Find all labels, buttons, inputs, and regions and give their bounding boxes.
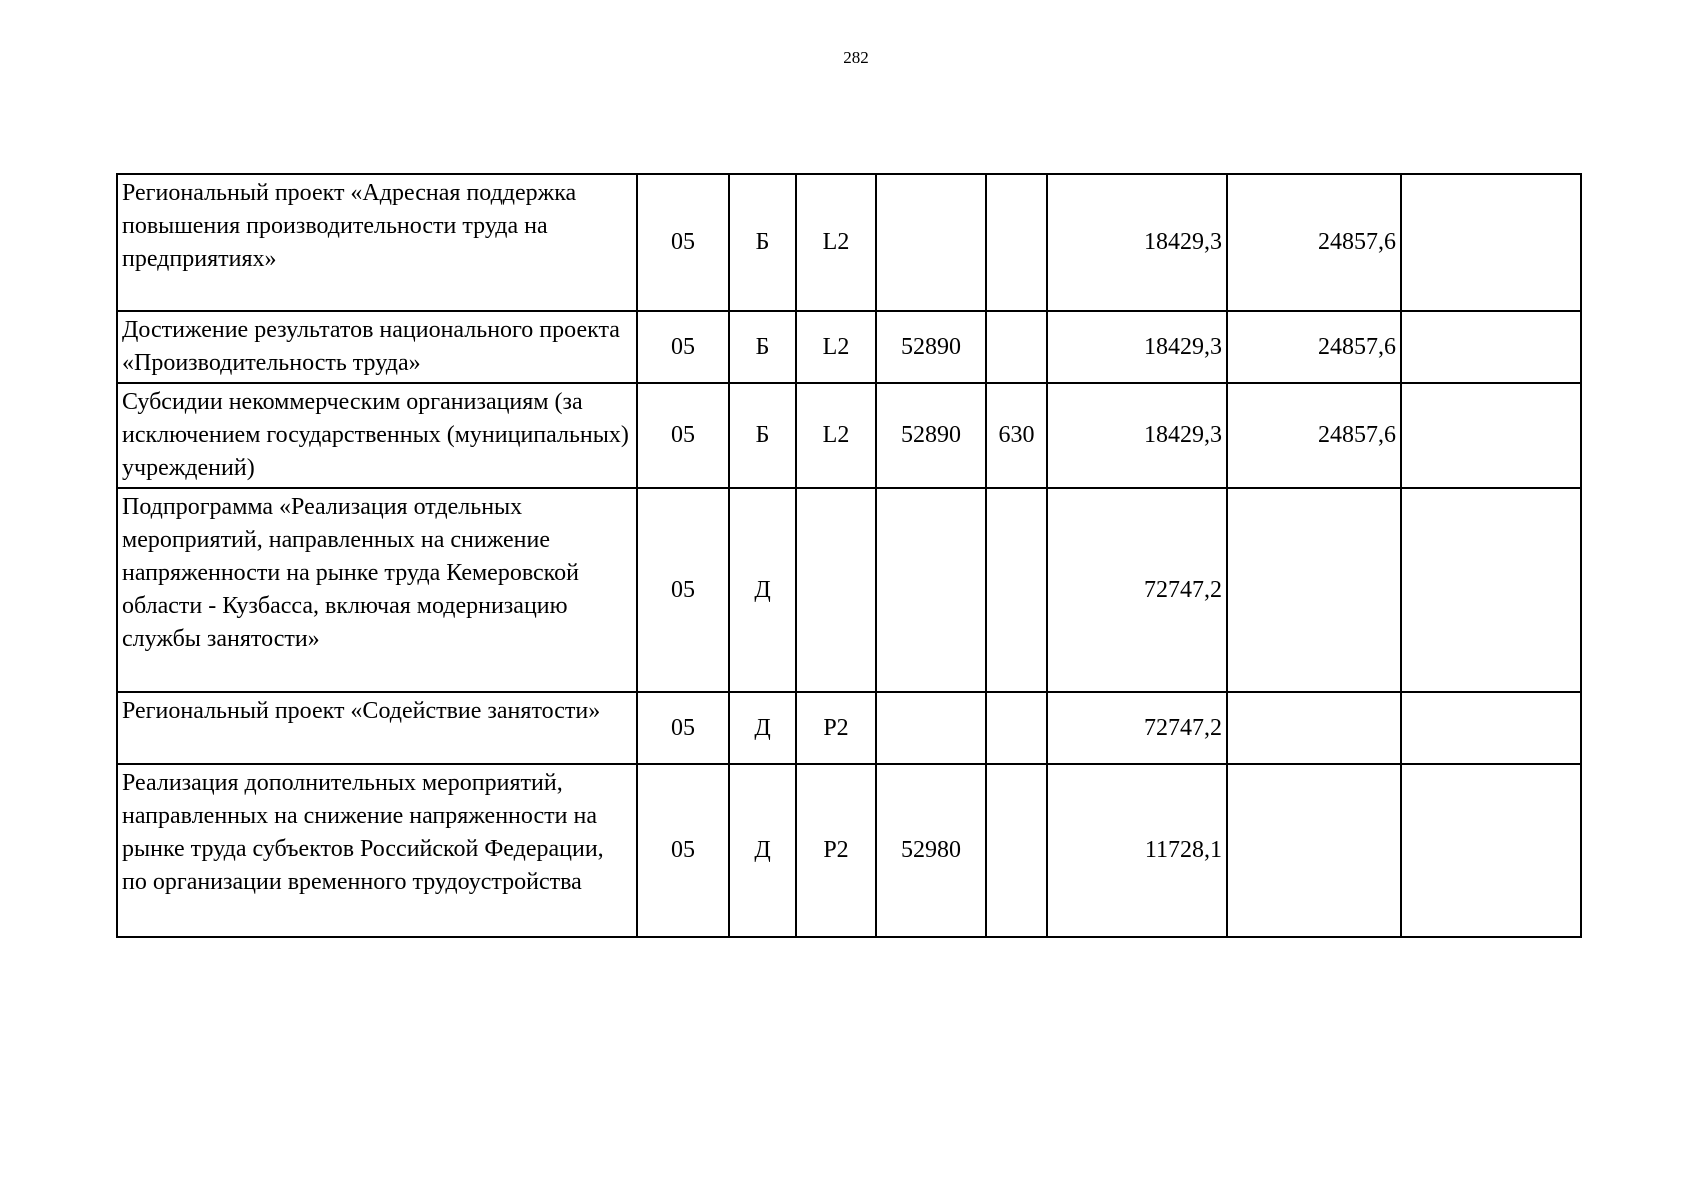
program-code-cell: Б [729, 311, 796, 383]
project-code-cell: L2 [796, 383, 876, 488]
expense-type-cell [986, 764, 1047, 937]
amount-cell-2 [1227, 692, 1401, 764]
section-code-cell: 05 [637, 692, 729, 764]
amount-cell-1: 11728,1 [1047, 764, 1227, 937]
section-code-cell: 05 [637, 383, 729, 488]
budget-table [116, 173, 1582, 938]
direction-code-cell [876, 488, 986, 692]
amount-cell-2 [1227, 488, 1401, 692]
section-code-cell: 05 [637, 311, 729, 383]
amount-cell-1: 72747,2 [1047, 692, 1227, 764]
expense-type-cell [986, 488, 1047, 692]
amount-cell-2: 24857,6 [1227, 383, 1401, 488]
direction-code-cell [876, 692, 986, 764]
project-code-cell: P2 [796, 692, 876, 764]
amount-cell-1: 18429,3 [1047, 311, 1227, 383]
row-name-cell: Достижение результатов национального проекта «Производительность труда» [117, 311, 637, 383]
table-row [117, 311, 1581, 383]
program-code-cell: Б [729, 174, 796, 311]
row-name-cell: Региональный проект «Содействие занятости» [117, 692, 637, 764]
section-code-cell: 05 [637, 764, 729, 937]
amount-cell-3 [1401, 311, 1581, 383]
amount-cell-2 [1227, 764, 1401, 937]
row-name-cell: Подпрограмма «Реализация отдельных мероприятий, направленных на снижение напряженности на рынке труда Кемеровской области - Кузбасса, включая модернизацию службы занятости» [117, 488, 637, 692]
table-row [117, 488, 1581, 692]
amount-cell-2: 24857,6 [1227, 311, 1401, 383]
amount-cell-1: 72747,2 [1047, 488, 1227, 692]
project-code-cell: L2 [796, 174, 876, 311]
program-code-cell: Д [729, 488, 796, 692]
amount-cell-3 [1401, 383, 1581, 488]
table-row [117, 692, 1581, 764]
amount-cell-2: 24857,6 [1227, 174, 1401, 311]
table-row [117, 764, 1581, 937]
expense-type-cell: 630 [986, 383, 1047, 488]
program-code-cell: Д [729, 692, 796, 764]
direction-code-cell: 52890 [876, 311, 986, 383]
table-row [117, 174, 1581, 311]
program-code-cell: Б [729, 383, 796, 488]
expense-type-cell [986, 174, 1047, 311]
section-code-cell: 05 [637, 174, 729, 311]
project-code-cell: P2 [796, 764, 876, 937]
amount-cell-3 [1401, 764, 1581, 937]
program-code-cell: Д [729, 764, 796, 937]
direction-code-cell [876, 174, 986, 311]
expense-type-cell [986, 311, 1047, 383]
amount-cell-3 [1401, 692, 1581, 764]
amount-cell-1: 18429,3 [1047, 383, 1227, 488]
direction-code-cell: 52890 [876, 383, 986, 488]
direction-code-cell: 52980 [876, 764, 986, 937]
row-name-cell: Субсидии некоммерческим организациям (за исключением государственных (муниципальных) учреждений) [117, 383, 637, 488]
project-code-cell: L2 [796, 311, 876, 383]
row-name-cell: Региональный проект «Адресная поддержка повышения производительности труда на предприятиях» [117, 174, 637, 311]
page-number: 282 [843, 48, 869, 67]
project-code-cell [796, 488, 876, 692]
row-name-cell: Реализация дополнительных мероприятий, направленных на снижение напряженности на рынке труда субъектов Российской Федерации, по организации временного трудоустройства [117, 764, 637, 937]
amount-cell-3 [1401, 174, 1581, 311]
section-code-cell: 05 [637, 488, 729, 692]
expense-type-cell [986, 692, 1047, 764]
table-row [117, 383, 1581, 488]
amount-cell-3 [1401, 488, 1581, 692]
amount-cell-1: 18429,3 [1047, 174, 1227, 311]
